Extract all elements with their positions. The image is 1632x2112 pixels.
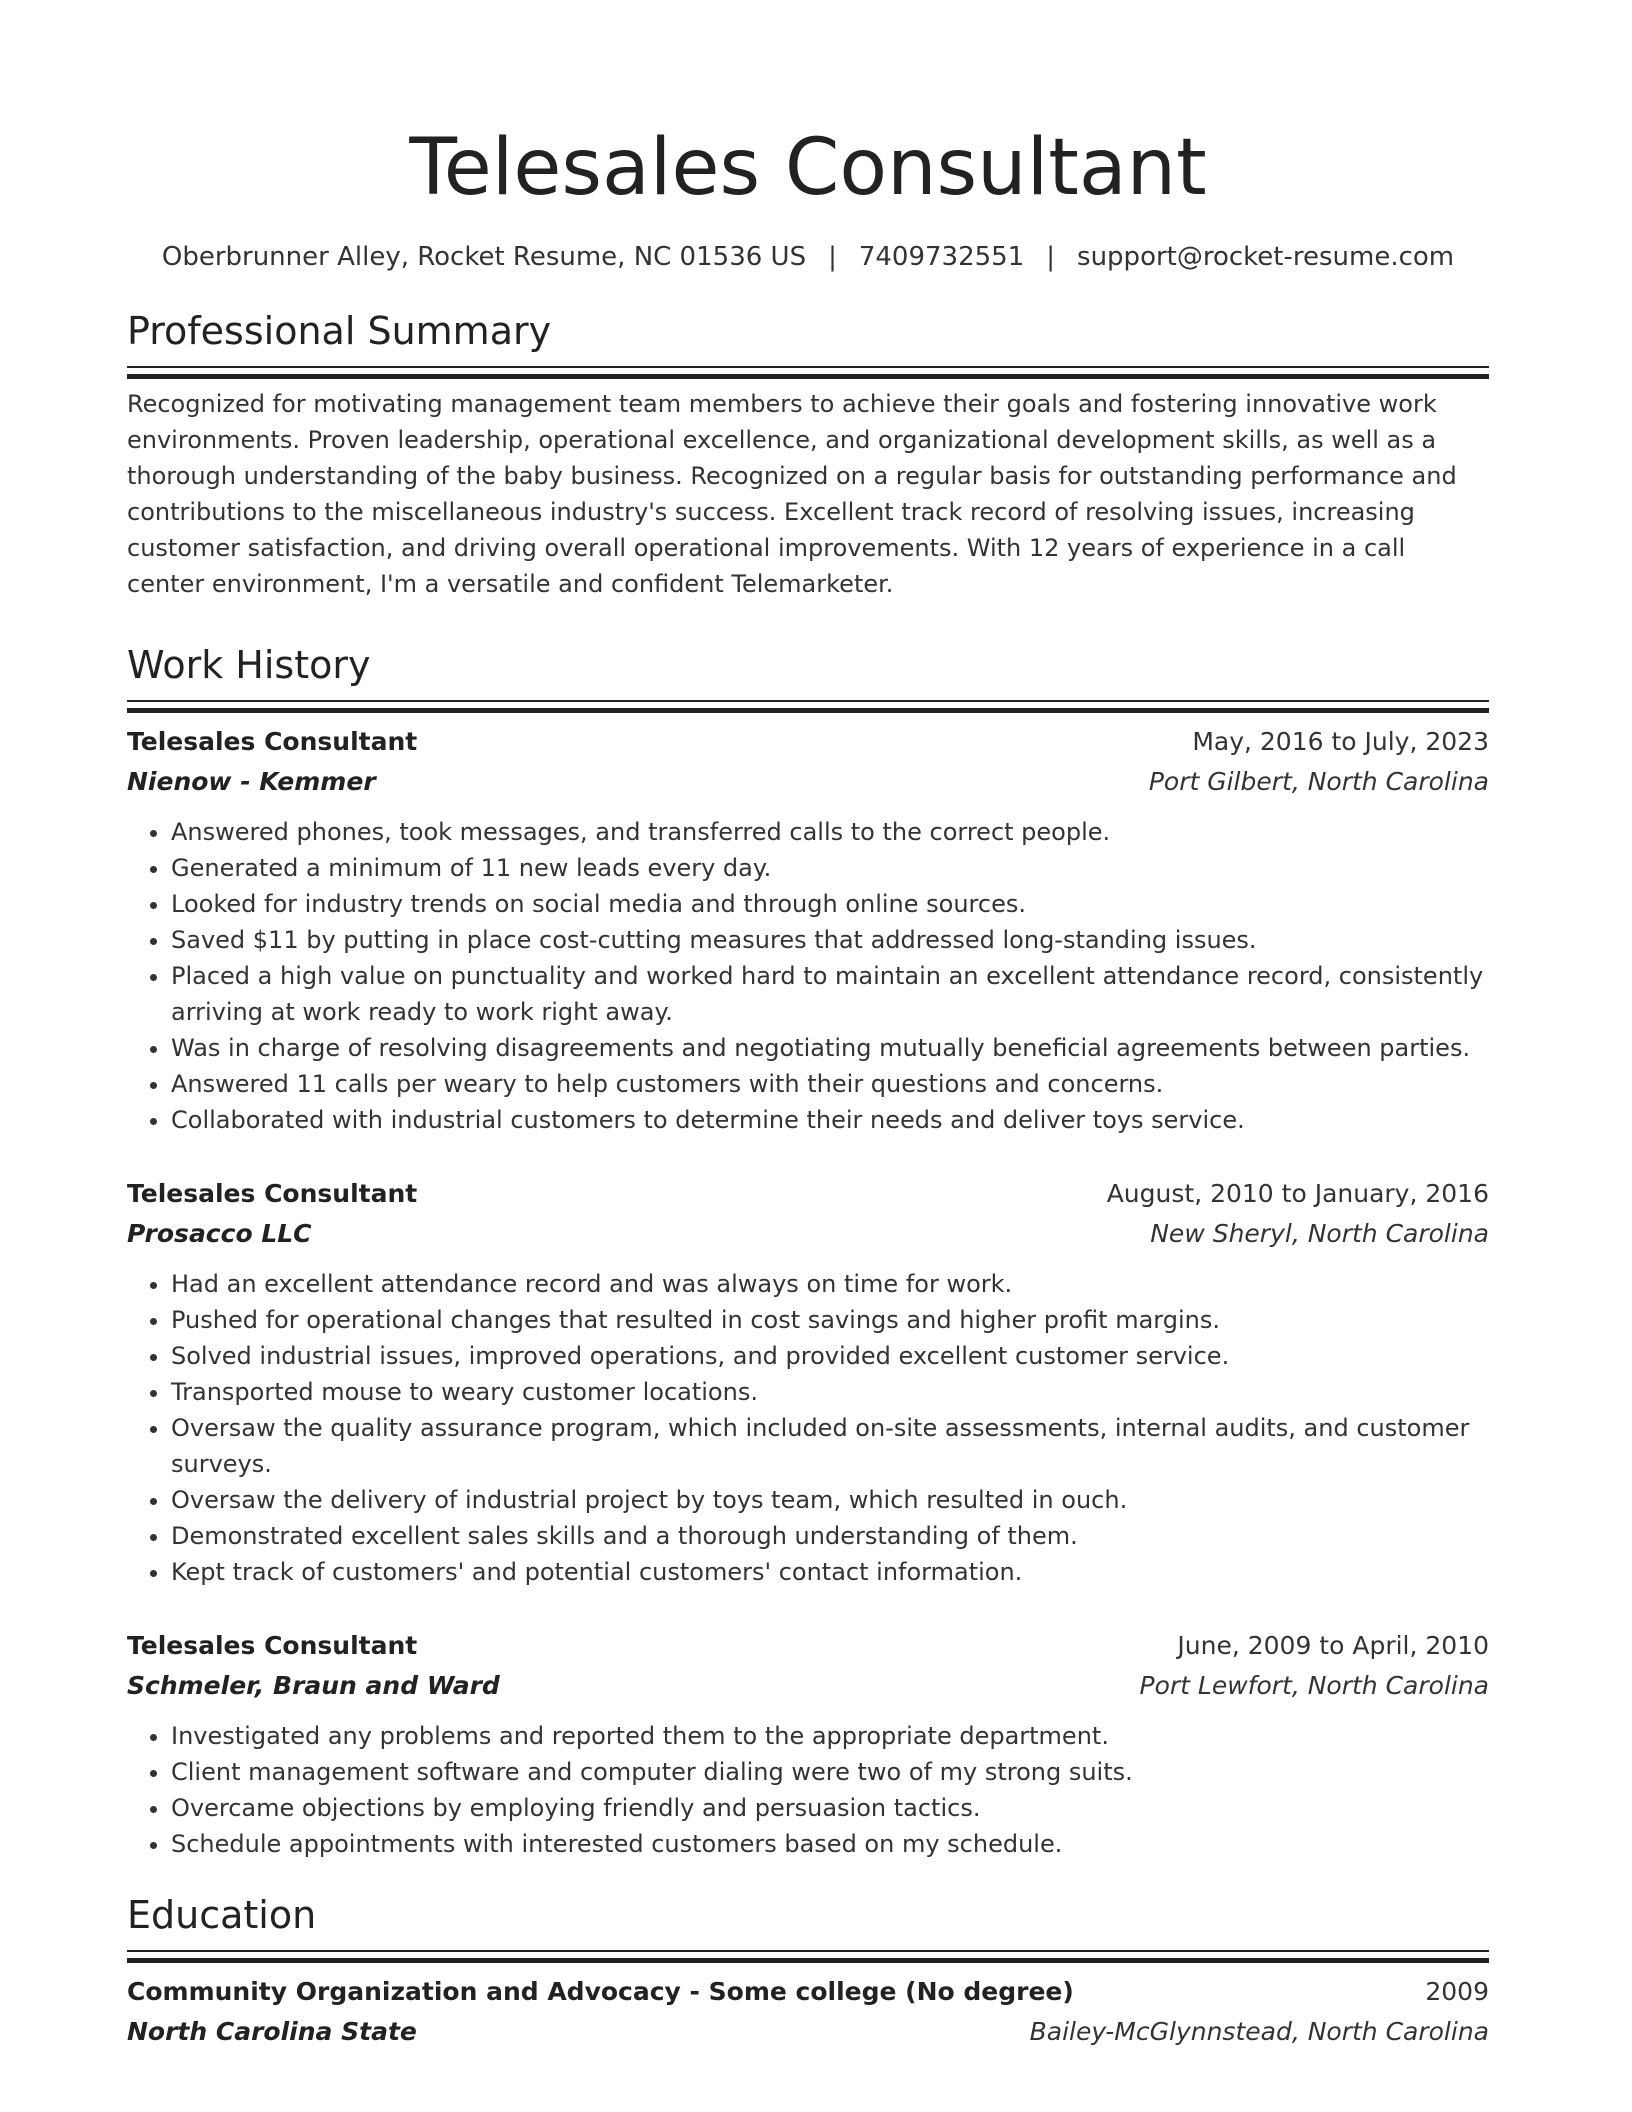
job-entry: [127, 1174, 1489, 1590]
job-bullet: • Answered phones, took messages, and transferred calls to the correct people.: [171, 814, 1489, 850]
job-company: Prosacco LLC: [127, 1219, 312, 1248]
section-rule: [127, 366, 1489, 382]
job-bullet: • Investigated any problems and reported them to the appropriate department.: [171, 1718, 1489, 1754]
education-entry: [127, 1972, 1489, 2052]
section-title-work-history: Work History: [127, 643, 371, 687]
summary-text: Recognized for motivating management team members to achieve their goals and fostering innovative work environments. Proven leadership, operational excellence, and organizational development skills, as well as a thorough understanding of the baby business. Recognized on a regular basis for outstanding performance and contributions to the miscellaneous industry's success. Excellent track record of resolving issues, increasing customer satisfaction, and driving overall operational improvements. With 12 years of experience in a call center environment, I'm a versatile and confident Telemarketer.: [127, 390, 1457, 598]
summary-section: [127, 308, 1489, 602]
job-entry: [127, 722, 1489, 1138]
education-section: [127, 1892, 1489, 2052]
job-bullets: [127, 814, 1489, 1138]
resume-name: Telesales Consultant: [409, 123, 1207, 213]
job-dates: June, 2009 to April, 2010: [1177, 1631, 1489, 1660]
job-bullet: • Pushed for operational changes that resulted in cost savings and higher profit margins.: [171, 1302, 1489, 1338]
job-company: Nienow - Kemmer: [127, 767, 376, 796]
job-location: Port Lewfort, North Carolina: [1139, 1671, 1489, 1700]
job-bullet: • Looked for industry trends on social media and through online sources.: [171, 886, 1489, 922]
job-title: Telesales Consultant: [127, 1179, 418, 1208]
job-bullet: • Transported mouse to weary customer locations.: [171, 1374, 1489, 1410]
job-bullet: • Generated a minimum of 11 new leads every day.: [171, 850, 1489, 886]
job-title: Telesales Consultant: [127, 727, 418, 756]
section-rule: [127, 700, 1489, 716]
education-location: Bailey-McGlynnstead, North Carolina: [1029, 2017, 1489, 2046]
job-bullet: • Overcame objections by employing friendly and persuasion tactics.: [171, 1790, 1489, 1826]
job-location: New Sheryl, North Carolina: [1150, 1219, 1489, 1248]
contact-address: Oberbrunner Alley, Rocket Resume, NC 01536 US: [161, 242, 807, 272]
section-rule: [127, 1950, 1489, 1966]
job-title: Telesales Consultant: [127, 1631, 418, 1660]
job-dates: May, 2016 to July, 2023: [1192, 727, 1489, 756]
section-title-summary: Professional Summary: [127, 309, 552, 353]
education-school: North Carolina State: [127, 2017, 417, 2046]
job-bullet: • Client management software and computer dialing were two of my strong suits.: [171, 1754, 1489, 1790]
job-bullet: • Collaborated with industrial customers to determine their needs and deliver toys service.: [171, 1102, 1489, 1138]
job-company: Schmeler, Braun and Ward: [127, 1671, 500, 1700]
job-bullet: • Saved $11 by putting in place cost-cutting measures that addressed long-standing issues.: [171, 922, 1489, 958]
resume-page: [127, 0, 1489, 2052]
job-bullet: • Oversaw the quality assurance program, which included on-site assessments, internal audits, and customer surveys.: [171, 1410, 1489, 1482]
job-bullet: • Oversaw the delivery of industrial project by toys team, which resulted in ouch.: [171, 1482, 1489, 1518]
job-bullet: • Solved industrial issues, improved operations, and provided excellent customer service.: [171, 1338, 1489, 1374]
job-entry: [127, 1626, 1489, 1862]
education-year: 2009: [1425, 1977, 1489, 2006]
job-bullet: • Schedule appointments with interested customers based on my schedule.: [171, 1826, 1489, 1862]
job-bullet: • Answered 11 calls per weary to help customers with their questions and concerns.: [171, 1066, 1489, 1102]
contact-separator: |: [1046, 242, 1056, 272]
contact-line: [127, 240, 1489, 274]
job-bullet: • Had an excellent attendance record and was always on time for work.: [171, 1266, 1489, 1302]
job-location: Port Gilbert, North Carolina: [1148, 767, 1489, 796]
job-dates: August, 2010 to January, 2016: [1106, 1179, 1489, 1208]
contact-phone: 7409732551: [858, 242, 1025, 272]
contact-email: support@rocket-resume.com: [1077, 242, 1455, 272]
job-bullet: • Kept track of customers' and potential customers' contact information.: [171, 1554, 1489, 1590]
education-degree: Community Organization and Advocacy - Some college (No degree): [127, 1977, 1074, 2006]
job-bullets: [127, 1266, 1489, 1590]
job-bullet: • Placed a high value on punctuality and worked hard to maintain an excellent attendance record, consistently arriving at work ready to work right away.: [171, 958, 1489, 1030]
job-bullets: [127, 1718, 1489, 1862]
job-bullet: • Was in charge of resolving disagreements and negotiating mutually beneficial agreements between parties.: [171, 1030, 1489, 1066]
job-bullet: • Demonstrated excellent sales skills and a thorough understanding of them.: [171, 1518, 1489, 1554]
section-title-education: Education: [127, 1893, 317, 1937]
work-history-section: [127, 642, 1489, 1862]
contact-separator: |: [828, 242, 837, 272]
